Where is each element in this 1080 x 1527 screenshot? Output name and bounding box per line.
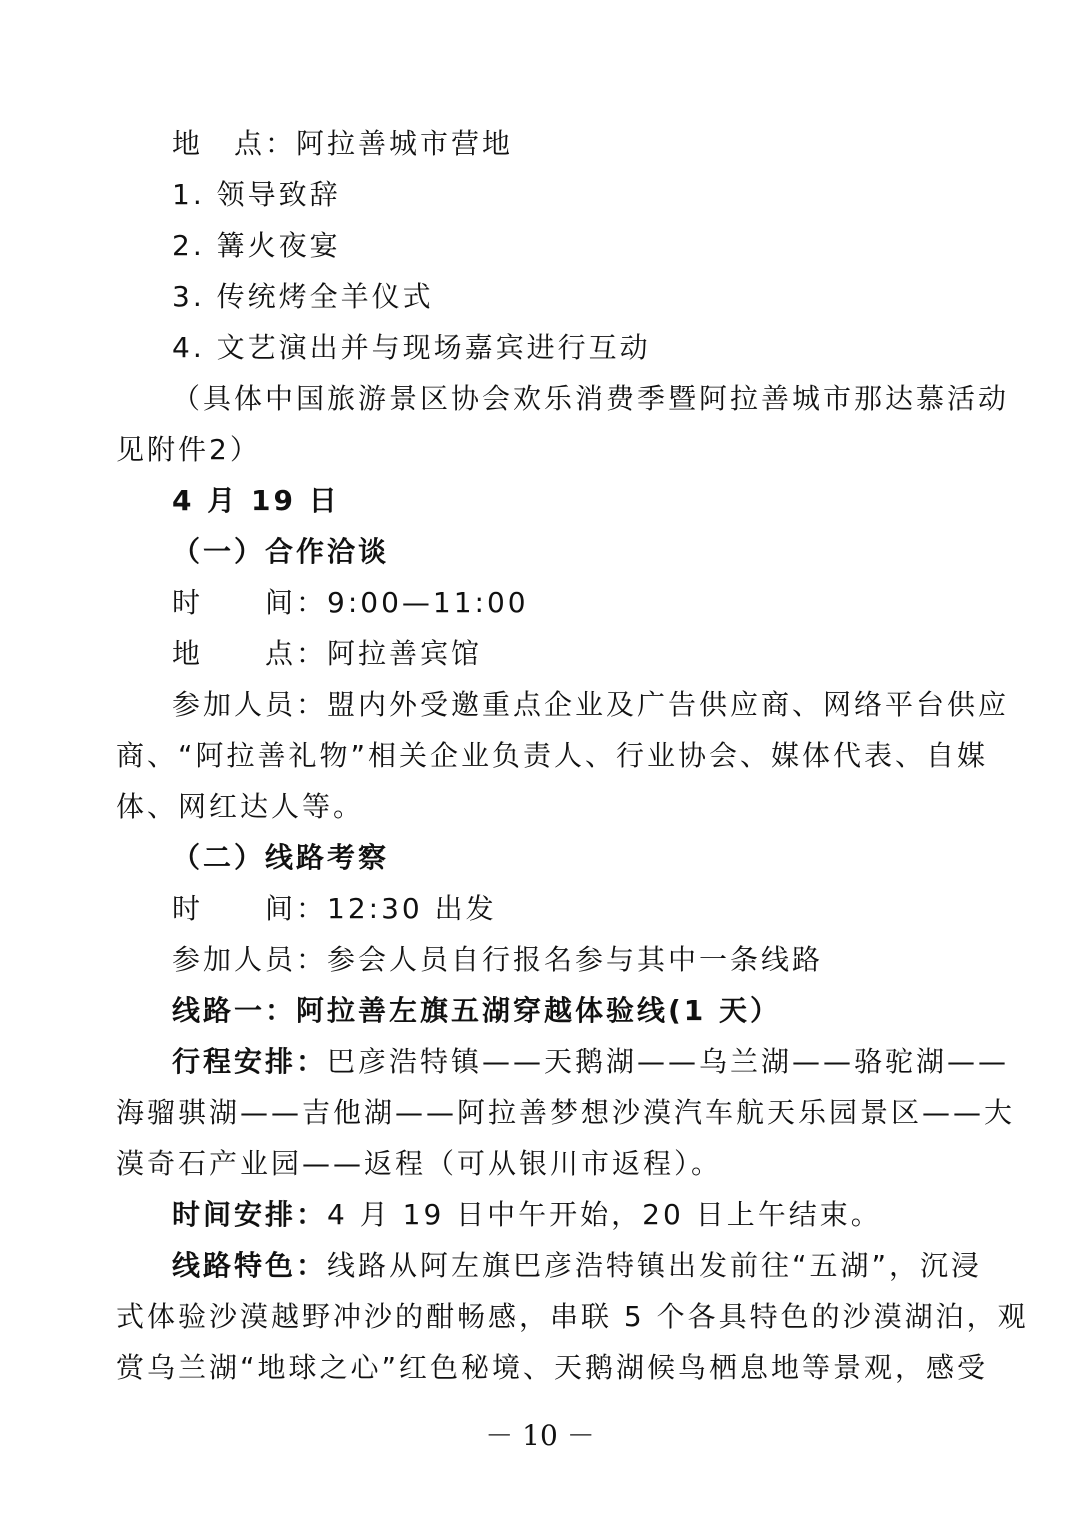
venue-line-2: 地 点：阿拉善宾馆 [172, 637, 483, 670]
participants-line-1: 参加人员：盟内外受邀重点企业及广告供应商、网络平台供应 [172, 688, 1010, 721]
itinerary-line-2: 海骝骐湖——吉他湖——阿拉善梦想沙漠汽车航天乐园景区——大 [116, 1096, 1016, 1129]
participants-line-4: 参加人员：参会人员自行报名参与其中一条线路 [172, 943, 824, 976]
features-label: 线路特色： [172, 1249, 328, 1282]
itinerary-text: 巴彦浩特镇——天鹅湖——乌兰湖——骆驼湖—— [327, 1045, 1010, 1078]
schedule-line [172, 1197, 882, 1233]
participants-line-2: 商、“阿拉善礼物”相关企业负责人、行业协会、媒体代表、自媒 [116, 739, 989, 772]
venue-line: 地 点：阿拉善城市营地 [172, 127, 514, 160]
section-heading-1: （一）合作洽谈 [172, 535, 390, 568]
features-line-2: 式体验沙漠越野冲沙的酣畅感，串联 5 个各具特色的沙漠湖泊，观 [116, 1300, 1029, 1333]
note-line-1: （具体中国旅游景区协会欢乐消费季暨阿拉善城市那达慕活动 [172, 382, 1010, 415]
itinerary-label: 行程安排： [172, 1045, 328, 1078]
features-line-3: 赏乌兰湖“地球之心”红色秘境、天鹅湖候鸟栖息地等景观，感受 [116, 1351, 989, 1384]
schedule-label: 时间安排： [172, 1198, 328, 1231]
agenda-item-4: 4. 文艺演出并与现场嘉宾进行互动 [172, 331, 651, 364]
agenda-item-1: 1. 领导致辞 [172, 178, 341, 211]
schedule-text: 4 月 19 日中午开始，20 日上午结束。 [327, 1198, 882, 1231]
features-text: 线路从阿左旗巴彦浩特镇出发前往“五湖”，沉浸 [327, 1249, 983, 1282]
date-heading: 4 月 19 日 [172, 484, 340, 517]
page-number: － 10 － [485, 1419, 595, 1452]
itinerary-line-1 [172, 1044, 1009, 1080]
note-line-2: 见附件2） [116, 433, 261, 466]
features-line-1 [172, 1248, 982, 1284]
agenda-item-2: 2. 篝火夜宴 [172, 229, 341, 262]
agenda-item-3: 3. 传统烤全羊仪式 [172, 280, 434, 313]
participants-line-3: 体、网红达人等。 [116, 790, 365, 823]
route-heading: 线路一：阿拉善左旗五湖穿越体验线(1 天） [172, 994, 782, 1027]
section-heading-2: （二）线路考察 [172, 841, 390, 874]
time-line-1: 时 间：9:00—11:00 [172, 586, 529, 619]
time-line-2: 时 间：12:30 出发 [172, 892, 497, 925]
itinerary-line-3: 漠奇石产业园——返程（可从银川市返程）。 [116, 1147, 723, 1180]
